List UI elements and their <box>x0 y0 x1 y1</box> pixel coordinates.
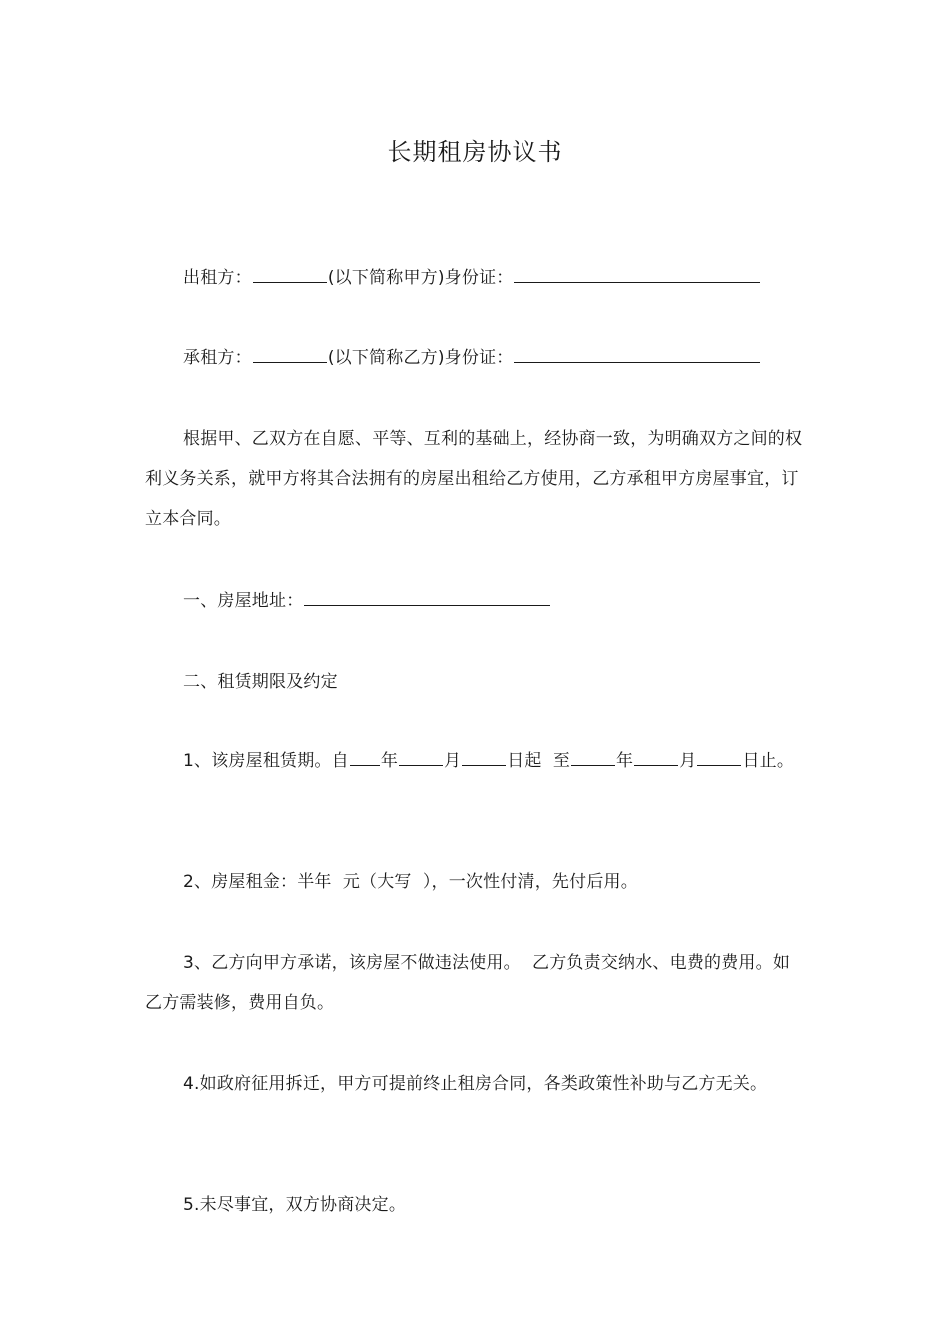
end-day-blank <box>697 745 741 766</box>
section-address <box>145 581 805 621</box>
item1-day2: 日 <box>742 751 760 771</box>
item-use-promise: 3、乙方向甲方承诺，该房屋不做违法使用。 乙方负责交纳水、电费的费用。如乙方需装修，费用自负。 <box>145 953 791 1013</box>
item1-end: 止。 <box>759 751 795 771</box>
section-term-heading: 二、租赁期限及约定 <box>183 672 338 692</box>
item1-month2: 月 <box>679 751 697 771</box>
lessor-name-blank <box>253 262 327 283</box>
section-address-label: 一、房屋地址： <box>183 591 304 611</box>
preamble-paragraph: 根据甲、乙双方在自愿、平等、互利的基础上，经协商一致，为明确双方之间的权利义务关系，就甲方将其合法拥有的房屋出租给乙方使用，乙方承租甲方房屋事宜，订立本合同。 <box>145 429 803 529</box>
lessor-id-blank <box>514 262 760 283</box>
address-blank <box>304 585 550 606</box>
lessor-label: 出租方： <box>183 268 252 288</box>
end-month-blank <box>634 745 678 766</box>
item1-year2: 年 <box>616 751 634 771</box>
lessee-id-blank <box>514 342 760 363</box>
document-title: 长期租房协议书 <box>387 138 563 166</box>
start-year-blank <box>350 745 380 766</box>
item1-year1: 年 <box>380 751 399 771</box>
lessor-alias: (以下简称甲方)身份证： <box>327 268 514 288</box>
lessor-line <box>145 258 805 298</box>
item-demolition: 4.如政府征用拆迁，甲方可提前终止租房合同，各类政策性补助与乙方无关。 <box>183 1074 768 1094</box>
lessee-line <box>145 338 805 378</box>
lessee-label: 承租方： <box>183 348 252 368</box>
item1-month1: 月 <box>444 751 462 771</box>
item1-prefix: 1、该房屋租赁期。自 <box>183 751 349 771</box>
item-rent: 2、房屋租金：半年 元（大写 ），一次性付清，先付后用。 <box>183 872 638 892</box>
item1-day1: 日起 至 <box>507 751 571 771</box>
item-lease-term <box>145 741 805 781</box>
lessee-name-blank <box>253 342 327 363</box>
end-year-blank <box>571 745 615 766</box>
item-other-matters: 5.未尽事宜，双方协商决定。 <box>183 1195 407 1215</box>
start-day-blank <box>462 745 506 766</box>
start-month-blank <box>399 745 443 766</box>
lessee-alias: (以下简称乙方)身份证： <box>327 348 514 368</box>
